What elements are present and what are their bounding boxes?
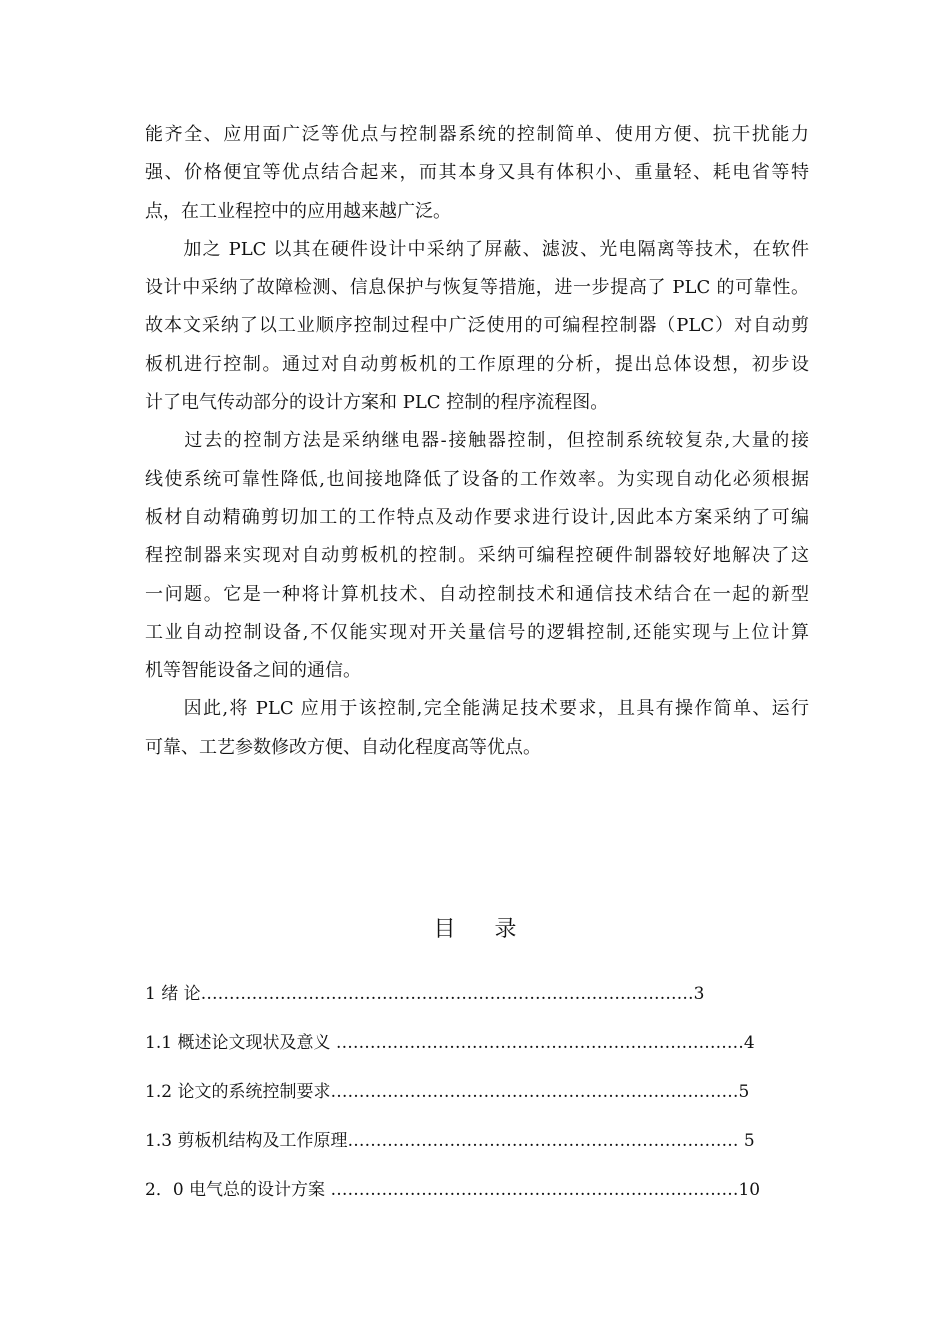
text-line: 工业自动控制设备,不仅能实现对开关量信号的逻辑控制,还能实现与上位计算 — [145, 621, 809, 643]
toc-entry-title: 1.1 概述论文现状及意义 — [145, 1033, 336, 1053]
toc-leader-dots: ……………………………………………………………… — [330, 1082, 739, 1102]
text-line: 板材自动精确剪切加工的工作特点及动作要求进行设计,因此本方案采纳了可编 — [145, 506, 809, 528]
toc-leader-dots: ……………………………………………………………… — [330, 1180, 739, 1200]
toc-entry-title: 1 绪 论 — [145, 984, 201, 1004]
text-line: 程控制器来实现对自动剪板机的控制。采纳可编程控硬件制器较好地解决了这 — [145, 545, 809, 567]
text-line: 故本文采纳了以工业顺序控制过程中广泛使用的可编程控制器（PLC）对自动剪 — [145, 315, 809, 337]
text-line: 加之 PLC 以其在硬件设计中采纳了屏蔽、滤波、光电隔离等技术，在软件 — [145, 238, 809, 260]
text-line: 线使系统可靠性降低,也间接地降低了设备的工作效率。为实现自动化必须根据 — [145, 468, 809, 490]
toc-entry[interactable] — [145, 978, 805, 1027]
toc-entry-page: 3 — [693, 984, 705, 1004]
toc-leader-dots: …………………………………………………………… — [347, 1131, 744, 1151]
toc-entry[interactable] — [145, 1027, 805, 1076]
toc-entry[interactable] — [145, 1076, 805, 1125]
text-line: 设计中采纳了故障检测、信息保护与恢复等措施，进一步提高了 PLC 的可靠性。 — [145, 277, 809, 299]
text-line: 一问题。它是一种将计算机技术、自动控制技术和通信技术结合在一起的新型 — [145, 583, 809, 605]
text-line: 能齐全、应用面广泛等优点与控制器系统的控制简单、使用方便、抗干扰能力 — [145, 124, 809, 145]
toc-entry-page: 10 — [738, 1180, 761, 1200]
text-line: 板机进行控制。通过对自动剪板机的工作原理的分析，提出总体设想，初步设 — [145, 353, 809, 375]
text-line: 可靠、工艺参数修改方便、自动化程度高等优点。 — [145, 736, 541, 758]
toc-entry-page: 4 — [743, 1033, 755, 1053]
toc-entry-title: 2．0 电气总的设计方案 — [145, 1180, 331, 1200]
toc-entry-page: 5 — [743, 1131, 755, 1151]
text-line: 强、价格便宜等优点结合起来，而其本身又具有体积小、重量轻、耗电省等特 — [145, 162, 809, 184]
text-line: 点，在工业程控中的应用越来越广泛。 — [145, 200, 451, 222]
body-text — [145, 116, 809, 767]
toc-leader-dots: …………………………………………………………………………… — [200, 984, 694, 1004]
toc-title: 目 录 — [433, 917, 533, 942]
toc-entry-title: 1.2 论文的系统控制要求 — [145, 1082, 331, 1102]
table-of-contents — [145, 978, 805, 1223]
toc-leader-dots: ……………………………………………………………… — [335, 1033, 744, 1053]
toc-entry-title: 1.3 剪板机结构及工作原理 — [145, 1131, 348, 1151]
text-line: 因此,将 PLC 应用于该控制,完全能满足技术要求，且具有操作简单、运行 — [145, 698, 809, 720]
text-line: 过去的控制方法是采纳继电器-接触器控制，但控制系统较复杂,大量的接 — [145, 430, 809, 452]
toc-entry[interactable] — [145, 1125, 805, 1174]
toc-entry-page: 5 — [738, 1082, 750, 1102]
text-line: 计了电气传动部分的设计方案和 PLC 控制的程序流程图。 — [145, 392, 609, 414]
toc-entry[interactable] — [145, 1174, 805, 1223]
text-line: 机等智能设备之间的通信。 — [145, 660, 361, 682]
